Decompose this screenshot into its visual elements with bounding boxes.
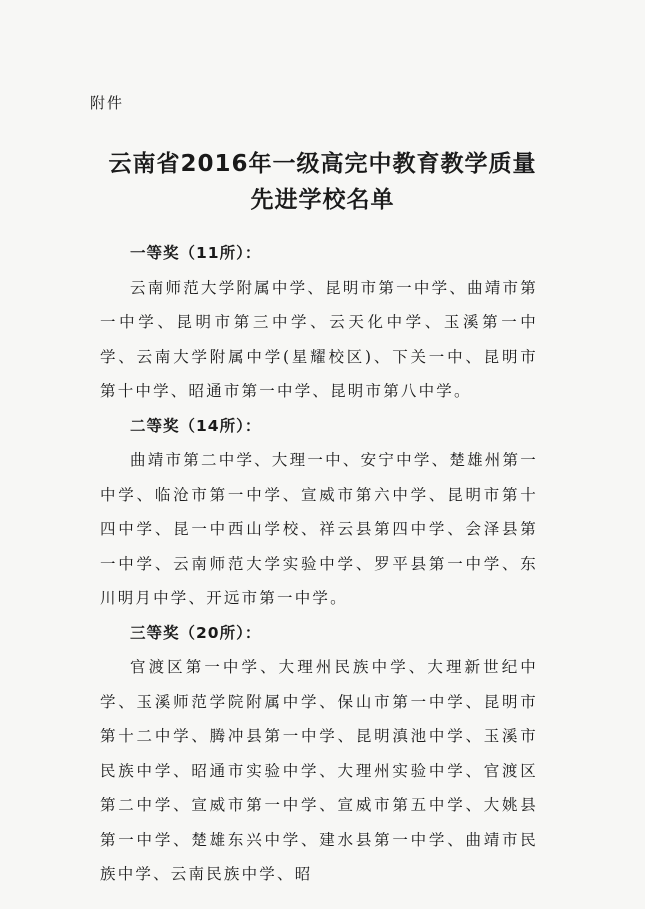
section-second-prize: [100, 409, 538, 616]
section-third-prize: [100, 616, 538, 892]
award-list: [100, 236, 538, 892]
section-heading: 三等奖（20所）：: [130, 623, 262, 642]
attachment-label: 附件: [90, 94, 125, 112]
section-heading: 一等奖（11所）：: [130, 244, 262, 262]
school-list-text: 曲靖市第二中学、大理一中、安宁中学、楚雄州第一中学、临沧市第一中学、宣威市第六中学、昆明市第十四中学、昆一中西山学校、祥云县第四中学、会泽县第一中学、云南师范大学实验中学、罗平县第一中学、东川明月中学、开远市第一中学。: [100, 451, 538, 607]
section-heading: 二等奖（14所）：: [130, 416, 262, 435]
document-title: [0, 146, 645, 218]
school-list-text: 官渡区第一中学、大理州民族中学、大理新世纪中学、玉溪师范学院附属中学、保山市第一中学、昆明市第十二中学、腾冲县第一中学、昆明滇池中学、玉溪市民族中学、昭通市实验中学、大理州实验中学、官渡区第二中学、宣威市第一中学、宣威市第五中学、大姚县第一中学、楚雄东兴中学、建水县第一中学、曲靖市民族中学、云南民族中学、昭: [100, 658, 538, 883]
title-line-2: 先进学校名单: [250, 187, 395, 213]
title-line-1: 云南省2016年一级高完中教育教学质量: [108, 151, 537, 177]
school-list-text: 云南师范大学附属中学、昆明市第一中学、曲靖市第一中学、昆明市第三中学、云天化中学、玉溪第一中学、云南大学附属中学(星耀校区)、下关一中、昆明市第十中学、昭通市第一中学、昆明市第八中学。: [100, 278, 538, 400]
section-first-prize: [100, 236, 538, 409]
